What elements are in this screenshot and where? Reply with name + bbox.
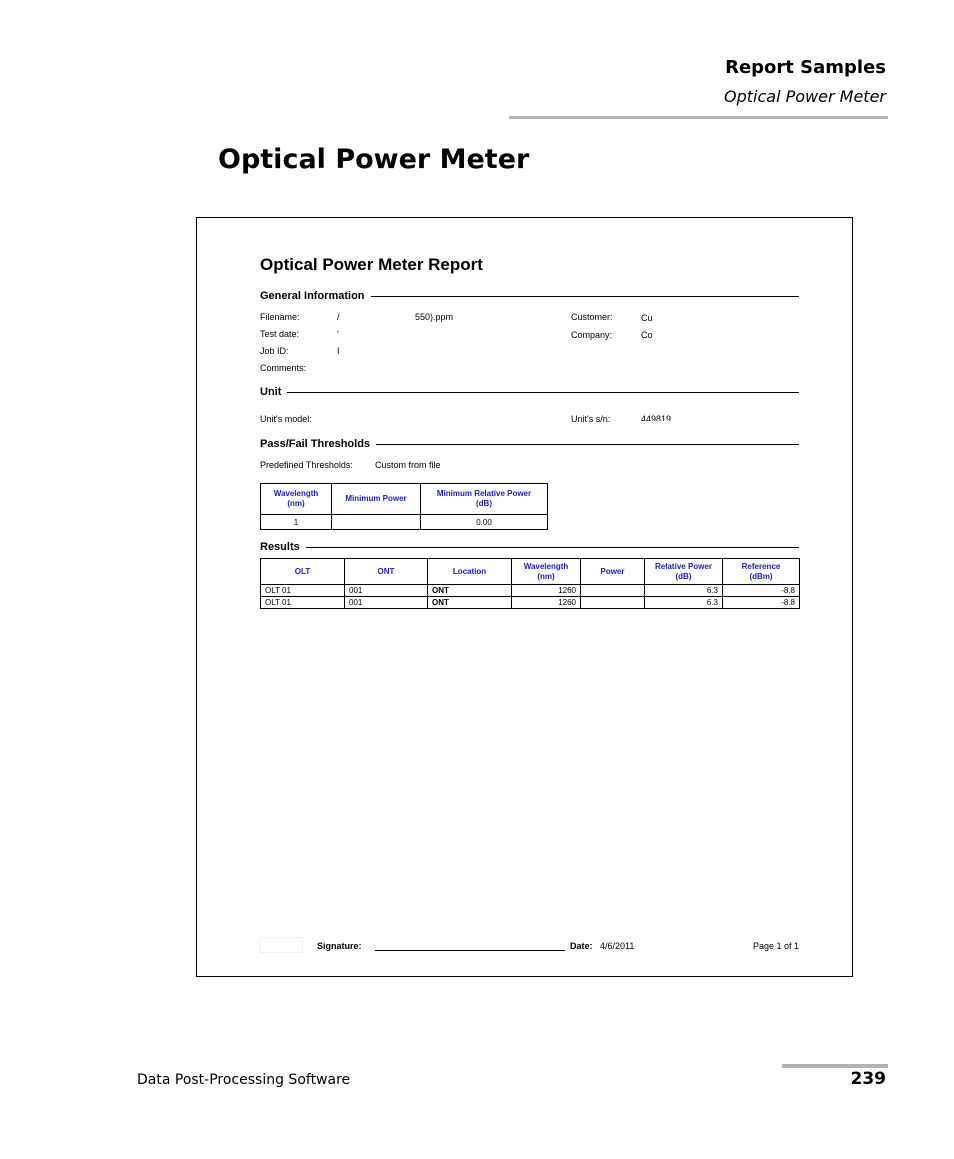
table-cell: OLT 01	[261, 597, 345, 609]
signature-line	[375, 950, 565, 951]
table-cell: -8.8	[723, 597, 800, 609]
page-info: Page 1 of 1	[752, 941, 799, 951]
column-header-wavelength: Wavelength (nm)	[512, 559, 581, 585]
general-information-heading	[260, 288, 799, 304]
job-id-label: Job ID:	[260, 346, 289, 356]
document-name: Data Post-Processing Software	[137, 1072, 351, 1088]
thresholds-table	[260, 483, 548, 530]
table-cell	[332, 515, 421, 530]
page-title: Optical Power Meter	[218, 144, 530, 175]
table-cell: -8.8	[723, 585, 800, 597]
results-label: Results	[260, 541, 300, 553]
results-table	[260, 558, 800, 609]
predefined-thresholds-value: Custom from file	[375, 460, 441, 470]
filename-label: Filename:	[260, 312, 300, 322]
column-header-location: Location	[428, 559, 512, 585]
table-cell: 0.00	[421, 515, 548, 530]
table-row	[261, 515, 548, 530]
column-header-wavelength: Wavelength (nm)	[261, 484, 332, 515]
company-label: Company:	[571, 330, 613, 340]
customer-label: Customer:	[571, 312, 613, 322]
header-rule	[509, 116, 888, 119]
test-date-value: '	[337, 329, 339, 339]
table-cell: 1	[261, 515, 332, 530]
predefined-thresholds-label: Predefined Thresholds:	[260, 460, 353, 470]
comments-label: Comments:	[260, 363, 307, 373]
unit-model-label: Unit's model:	[260, 414, 312, 424]
table-cell: 6.3	[645, 597, 723, 609]
date-value: 4/6/2011	[600, 941, 635, 951]
filename-value-prefix: /	[337, 312, 340, 322]
table-cell	[581, 597, 645, 609]
table-header-row	[261, 484, 548, 515]
section-rule	[376, 444, 799, 445]
table-cell: OLT 01	[261, 585, 345, 597]
table-cell: ONT	[428, 585, 512, 597]
table-cell: 1260	[512, 585, 581, 597]
column-header-minimum-power: Minimum Power	[332, 484, 421, 515]
table-cell: 001	[345, 597, 428, 609]
general-information-label: General Information	[260, 290, 365, 302]
table-cell: 6.3	[645, 585, 723, 597]
table-cell: 001	[345, 585, 428, 597]
thresholds-label: Pass/Fail Thresholds	[260, 438, 371, 450]
signature-label: Signature:	[317, 941, 362, 951]
unit-sn-value: 449819	[641, 414, 672, 421]
table-row	[261, 585, 800, 597]
unit-heading	[260, 384, 799, 400]
section-title: Report Samples	[725, 57, 886, 78]
date-label: Date:	[570, 941, 593, 951]
results-heading	[260, 539, 799, 555]
job-id-value: I	[337, 346, 340, 356]
filename-value: 550).ppm	[415, 312, 454, 322]
section-rule	[287, 392, 799, 393]
table-cell: 1260	[512, 597, 581, 609]
section-rule	[371, 296, 799, 297]
column-header-reference: Reference (dBm)	[723, 559, 800, 585]
table-cell: ONT	[428, 597, 512, 609]
report-title: Optical Power Meter Report	[260, 255, 483, 274]
company-value: Co	[641, 330, 653, 340]
customer-value: Cu	[641, 313, 653, 323]
table-header-row	[261, 559, 800, 585]
thresholds-heading	[260, 436, 799, 452]
test-date-label: Test date:	[260, 329, 300, 339]
page-number: 239	[850, 1069, 886, 1089]
table-row	[261, 597, 800, 609]
column-header-relative-power: Relative Power (dB)	[645, 559, 723, 585]
column-header-olt: OLT	[261, 559, 345, 585]
section-rule	[306, 547, 799, 548]
logo-placeholder	[259, 937, 303, 953]
footer-rule	[782, 1064, 888, 1068]
unit-sn-label: Unit's s/n:	[571, 414, 611, 424]
unit-label: Unit	[260, 386, 282, 398]
subsection-title: Optical Power Meter	[724, 87, 886, 106]
column-header-minimum-relative-power: Minimum Relative Power (dB)	[421, 484, 548, 515]
table-cell	[581, 585, 645, 597]
column-header-ont: ONT	[345, 559, 428, 585]
column-header-power: Power	[581, 559, 645, 585]
